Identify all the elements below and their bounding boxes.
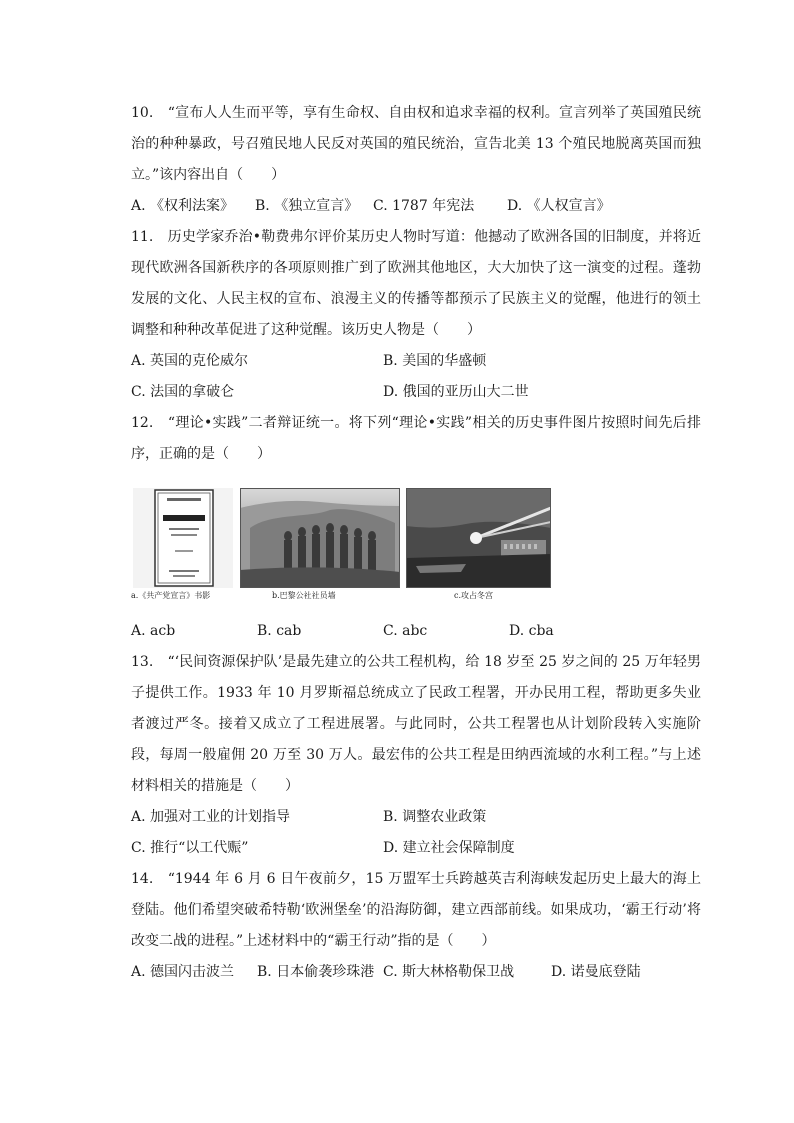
question-14-option-a[interactable]: A. 德国闪击波兰 — [131, 964, 235, 980]
winter-palace-image — [406, 488, 551, 588]
question-10-option-c[interactable]: C. 1787 年宪法 — [373, 198, 475, 214]
question-11-options — [131, 346, 701, 408]
question-12-options — [131, 616, 701, 647]
figure-c-caption: c.攻占冬宫 — [454, 591, 494, 600]
question-10 — [131, 98, 701, 222]
question-13-stem: 13. “‘民间资源保护队’是最先建立的公共工程机构，给 18 岁至 25 岁之间的 25 万年轻男子提供工作。1933 年 10 月罗斯福总统成立了民政工程署，开办民用工程，帮助更多失业者渡过严冬。接着又成立了工程进展署。与此同时，公共工程署也从计划阶段转入实施阶段，每周一般雇佣 20 万至 30 万人。最宏伟的公共工程是田纳西流域的水利工程。”与上述材料相关的措施是（ ） — [131, 654, 701, 794]
question-12-figures — [131, 488, 701, 616]
question-12 — [131, 408, 701, 647]
question-11-option-b[interactable]: B. 美国的华盛顿 — [383, 353, 487, 369]
question-13-option-c[interactable]: C. 推行“以工代赈” — [131, 840, 249, 856]
question-14-option-c[interactable]: C. 斯大林格勒保卫战 — [383, 964, 515, 980]
communards-wall-image — [240, 488, 400, 588]
question-12-option-a[interactable]: A. acb — [131, 623, 176, 639]
figure-b-caption: b.巴黎公社社员墙 — [272, 591, 336, 600]
question-12-option-d[interactable]: D. cba — [509, 623, 554, 639]
question-13-option-a[interactable]: A. 加强对工业的计划指导 — [131, 809, 291, 825]
question-14-option-d[interactable]: D. 诺曼底登陆 — [551, 964, 641, 980]
question-14-stem: 14. “1944 年 6 月 6 日午夜前夕，15 万盟军士兵跨越英吉利海峡发起历史上最大的海上登陆。他们希望突破希特勒‘欧洲堡垒’的沿海防御，建立西部前线。如果成功，‘霸王行动’将改变二战的进程。”上述材料中的“霸王行动”指的是（ ） — [131, 871, 701, 949]
question-11-stem: 11. 历史学家乔治•勒费弗尔评价某历史人物时写道：他撼动了欧洲各国的旧制度，并将近现代欧洲各国新秩序的各项原则推广到了欧洲其他地区，大大加快了这一演变的过程。蓬勃发展的文化、人民主权的宣布、浪漫主义的传播等都预示了民族主义的觉醒，他进行的领土调整和种种改革促进了这种觉醒。该历史人物是（ ） — [131, 229, 701, 338]
question-10-options — [131, 191, 701, 222]
question-10-stem: 10. “宣布人人生而平等，享有生命权、自由权和追求幸福的权利。宣言列举了英国殖民统治的种种暴政，号召殖民地人民反对英国的殖民统治，宣告北美 13 个殖民地脱离英国而独立。”该内容出自（ ） — [131, 105, 701, 183]
question-13-options — [131, 802, 701, 864]
question-11-option-d[interactable]: D. 俄国的亚历山大二世 — [383, 384, 529, 400]
figure-a-caption: a.《共产党宣言》书影 — [131, 591, 211, 600]
question-11-option-a[interactable]: A. 英国的克伦威尔 — [131, 353, 249, 369]
question-13-option-b[interactable]: B. 调整农业政策 — [383, 809, 487, 825]
question-12-option-b[interactable]: B. cab — [257, 623, 302, 639]
question-10-option-d[interactable]: D. 《人权宣言》 — [507, 198, 611, 214]
manifesto-cover-image — [133, 488, 233, 588]
question-10-option-a[interactable]: A. 《权利法案》 — [131, 198, 235, 214]
question-10-option-b[interactable]: B. 《独立宣言》 — [255, 198, 359, 214]
question-12-option-c[interactable]: C. abc — [383, 623, 428, 639]
question-11-option-c[interactable]: C. 法国的拿破仑 — [131, 384, 235, 400]
question-12-stem: 12. “理论•实践”二者辩证统一。将下列“理论•实践”相关的历史事件图片按照时间先后排序，正确的是（ ） — [131, 415, 701, 462]
question-13-option-d[interactable]: D. 建立社会保障制度 — [383, 840, 515, 856]
question-14-options — [131, 957, 701, 988]
question-11 — [131, 222, 701, 408]
question-list — [131, 98, 701, 988]
question-14 — [131, 864, 701, 988]
question-13 — [131, 647, 701, 864]
figure-c — [406, 488, 551, 600]
question-14-option-b[interactable]: B. 日本偷袭珍珠港 — [257, 964, 375, 980]
figure-b — [240, 488, 400, 600]
